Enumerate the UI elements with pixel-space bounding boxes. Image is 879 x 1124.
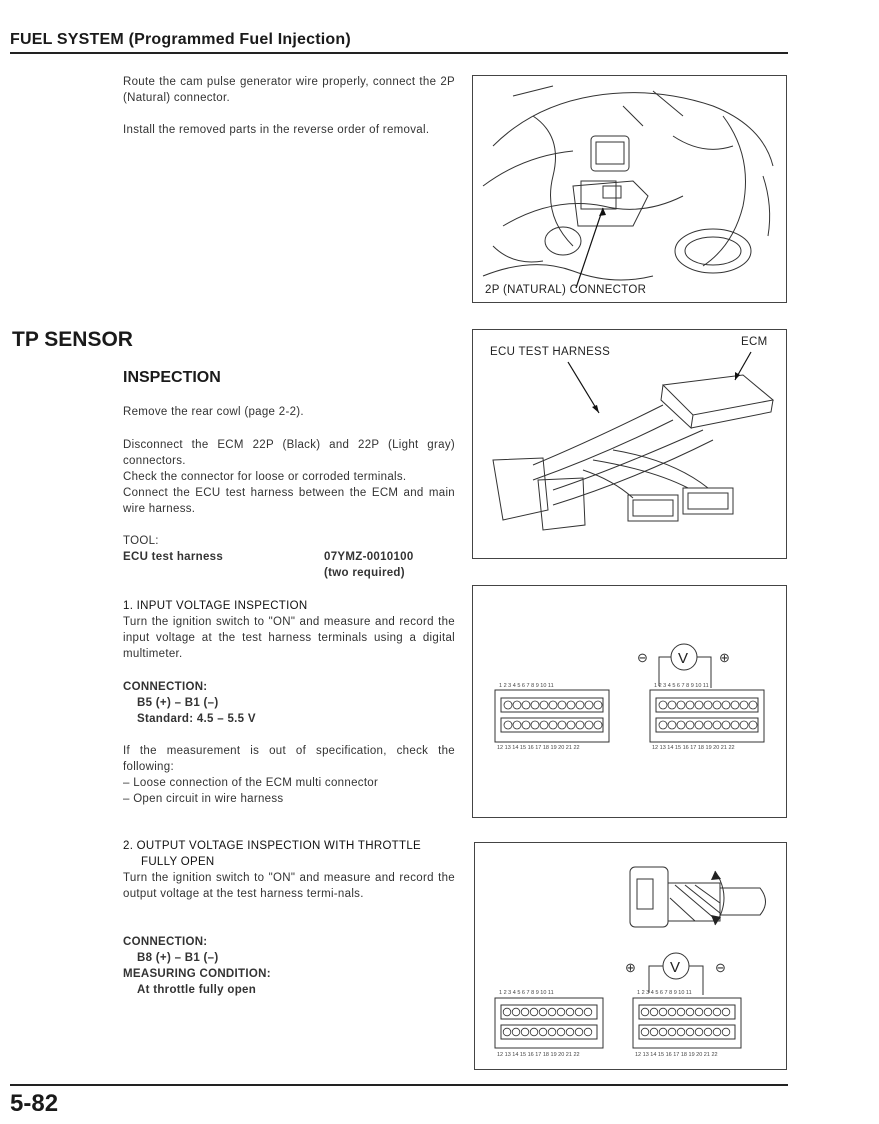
- route-wire-paragraph: Route the cam pulse generator wire properly, connect the 2P (Natural) connector.: [123, 76, 455, 104]
- footer-rule: [10, 1084, 788, 1086]
- output-connection-label: CONNECTION:: [123, 936, 208, 948]
- tp-sensor-title: TP SENSOR: [12, 328, 133, 351]
- ecm-label: ECM: [741, 336, 768, 348]
- minus-terminal-symbol-2: ⊖: [715, 960, 726, 975]
- minus-terminal-symbol: ⊖: [637, 650, 648, 665]
- output-voltage-figure: [474, 842, 787, 1070]
- connector-caption: 2P (NATURAL) CONNECTOR: [485, 284, 647, 296]
- inspection-title: INSPECTION: [123, 369, 221, 386]
- tool-name: ECU test harness: [123, 551, 224, 563]
- plus-terminal-symbol-2: ⊕: [625, 960, 636, 975]
- output-voltage-diagram: [475, 843, 786, 1069]
- remove-cowl-step: Remove the rear cowl (page 2-2).: [123, 406, 304, 418]
- measuring-condition-value: At throttle fully open: [137, 984, 257, 996]
- page-header-title: FUEL SYSTEM (Programmed Fuel Injection): [10, 31, 351, 48]
- pin-numbers-top-right: 1 2 3 4 5 6 7 8 9 10 11: [654, 683, 709, 689]
- connector-illustration: [473, 76, 786, 302]
- page-number: 5-82: [10, 1090, 59, 1117]
- input-standard-value: Standard: 4.5 – 5.5 V: [137, 713, 256, 725]
- header-rule: [10, 52, 788, 54]
- pin-numbers-top-right-2: 1 2 3 4 5 6 7 8 9 10 11: [637, 990, 692, 996]
- input-voltage-instructions: Turn the ignition switch to "ON" and measure and record the input voltage at the test harness terminals using a digital multimeter.: [123, 616, 455, 660]
- install-parts-paragraph: Install the removed parts in the reverse order of removal.: [123, 124, 430, 136]
- harness-illustration: [473, 330, 786, 558]
- pin-numbers-bottom-right-2: 12 13 14 15 16 17 18 19 20 21 22: [635, 1052, 718, 1058]
- input-connection-value: B5 (+) – B1 (–): [137, 697, 219, 709]
- disconnect-ecm-step: Disconnect the ECM 22P (Black) and 22P (Light gray) connectors.: [123, 439, 455, 467]
- check-item-open-circuit: – Open circuit in wire harness: [123, 793, 284, 805]
- voltmeter-symbol: V: [678, 650, 689, 667]
- tool-quantity: (two required): [324, 567, 405, 579]
- connect-harness-step: Connect the ECU test harness between the ECM and main wire harness.: [123, 487, 455, 515]
- plus-terminal-symbol: ⊕: [719, 650, 730, 665]
- measuring-condition-label: MEASURING CONDITION:: [123, 968, 271, 980]
- output-voltage-title-line1: 2. OUTPUT VOLTAGE INSPECTION WITH THROTTLE: [123, 840, 421, 852]
- harness-label: ECU TEST HARNESS: [490, 346, 611, 358]
- output-voltage-instructions: Turn the ignition switch to "ON" and measure and record the output voltage at the test harness termi-nals.: [123, 872, 455, 900]
- pin-numbers-bottom-right: 12 13 14 15 16 17 18 19 20 21 22: [652, 745, 735, 751]
- tool-number: 07YMZ-0010100: [324, 551, 414, 563]
- pin-numbers-top-left-2: 1 2 3 4 5 6 7 8 9 10 11: [499, 990, 554, 996]
- check-item-loose-connection: – Loose connection of the ECM multi connector: [123, 777, 379, 789]
- pin-numbers-bottom-left: 12 13 14 15 16 17 18 19 20 21 22: [497, 745, 580, 751]
- voltmeter-symbol-2: V: [670, 959, 681, 976]
- input-voltage-diagram: [473, 586, 786, 817]
- pin-numbers-bottom-left-2: 12 13 14 15 16 17 18 19 20 21 22: [497, 1052, 580, 1058]
- output-voltage-title-line2: FULLY OPEN: [141, 856, 215, 868]
- connector-figure: [472, 75, 787, 303]
- out-of-spec-text: If the measurement is out of specification, check the following:: [123, 745, 455, 773]
- check-connector-step: Check the connector for loose or corroded terminals.: [123, 471, 407, 483]
- tool-label: TOOL:: [123, 535, 159, 547]
- harness-figure: [472, 329, 787, 559]
- output-connection-value: B8 (+) – B1 (–): [137, 952, 219, 964]
- input-connection-label: CONNECTION:: [123, 681, 208, 693]
- pin-numbers-top-left: 1 2 3 4 5 6 7 8 9 10 11: [499, 683, 554, 689]
- input-voltage-figure: [472, 585, 787, 818]
- input-voltage-title: 1. INPUT VOLTAGE INSPECTION: [123, 600, 308, 612]
